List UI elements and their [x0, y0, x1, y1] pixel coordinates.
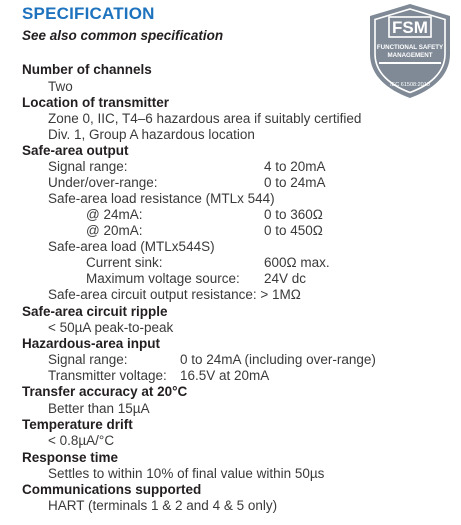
hazard-input-heading: Hazardous-area input: [22, 336, 161, 351]
current-sink-label: Current sink:: [86, 255, 163, 270]
transmitter-voltage-label: Transmitter voltage:: [48, 368, 167, 383]
hazard-signal-value: 0 to 24mA (including over-range): [180, 352, 376, 367]
comms-value: HART (terminals 1 & 2 and 4 & 5 only): [48, 498, 278, 513]
max-voltage-value: 24V dc: [264, 271, 307, 286]
under-over-value: 0 to 24mA: [264, 175, 326, 190]
ripple-value: < 50µA peak-to-peak: [48, 320, 174, 335]
channels-value: Two: [48, 79, 73, 94]
transmitter-voltage-value: 16.5V at 20mA: [180, 368, 270, 383]
at-20ma-label: @ 20mA:: [86, 223, 143, 238]
hazard-signal-label: Signal range:: [48, 352, 128, 367]
at-20ma-value: 0 to 450Ω: [264, 223, 323, 238]
location-heading: Location of transmitter: [22, 95, 170, 110]
channels-heading: Number of channels: [22, 62, 152, 77]
max-voltage-label: Maximum voltage source:: [86, 271, 240, 286]
signal-range-label: Signal range:: [48, 159, 128, 174]
accuracy-heading: Transfer accuracy at 20°C: [22, 384, 188, 399]
at-24ma-value: 0 to 360Ω: [264, 207, 323, 222]
drift-heading: Temperature drift: [22, 417, 133, 432]
load-resistance-544: Safe-area load resistance (MTLx 544): [48, 191, 275, 206]
location-line2: Div. 1, Group A hazardous location: [48, 127, 255, 142]
badge-standard: IEC 61508:2010: [390, 82, 430, 88]
accuracy-value: Better than 15µA: [48, 401, 150, 416]
drift-value: < 0.8µA/°C: [48, 433, 115, 448]
badge-title: FSM: [392, 18, 428, 37]
current-sink-value: 600Ω max.: [264, 255, 330, 270]
badge-line2: MANAGEMENT: [387, 52, 433, 59]
comms-heading: Communications supported: [22, 482, 202, 497]
safe-output-heading: Safe-area output: [22, 143, 129, 158]
spec-title: SPECIFICATION: [22, 4, 155, 23]
under-over-label: Under/over-range:: [48, 175, 158, 190]
at-24ma-label: @ 24mA:: [86, 207, 143, 222]
ripple-heading: Safe-area circuit ripple: [22, 304, 168, 319]
spec-subtitle: See also common specification: [22, 28, 224, 43]
signal-range-value: 4 to 20mA: [264, 159, 326, 174]
location-line1: Zone 0, IIC, T4–6 hazardous area if suitably certified: [48, 111, 362, 126]
load-544s: Safe-area load (MTLx544S): [48, 239, 215, 254]
badge-line1: FUNCTIONAL SAFETY: [376, 44, 444, 51]
circuit-output-resistance: Safe-area circuit output resistance: > 1MΩ: [48, 287, 301, 302]
fsm-shield-logo: [366, 2, 454, 100]
response-value: Settles to within 10% of final value within 50µs: [48, 466, 325, 481]
response-heading: Response time: [22, 450, 119, 465]
